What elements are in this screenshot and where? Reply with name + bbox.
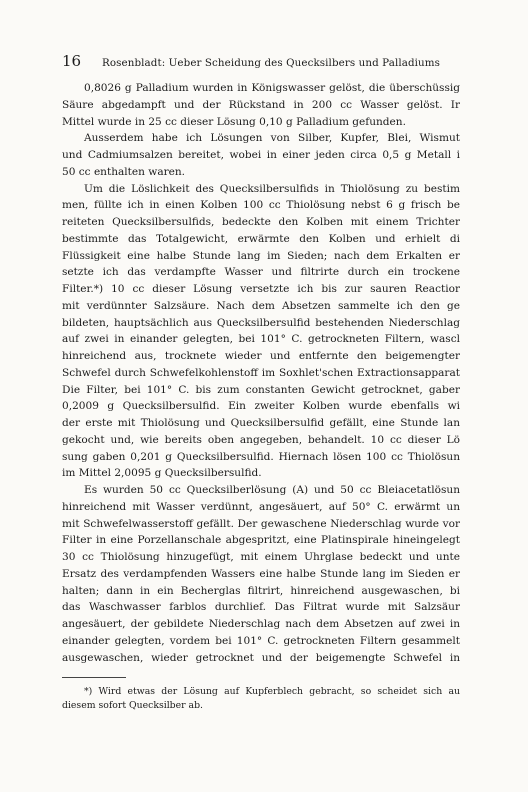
text-line: das Waschwasser farblos durchlief. Das Filtrat wurde mit Salzsäur [62, 601, 460, 614]
text-line: 0,8026 g Palladium wurden in Königswasser gelöst, die überschüssig [84, 82, 460, 94]
text-line: ausgewaschen, wieder getrocknet und der beigemengte Schwefel in [62, 651, 460, 664]
text-line: gekocht und, wie bereits oben angegeben, behandelt. 10 cc dieser Lö [62, 433, 460, 446]
page-header [62, 52, 460, 74]
text-line: Ausserdem habe ich Lösungen von Silber, Kupfer, Blei, Wismut [84, 132, 460, 145]
text-line: men, füllte ich in einen Kolben 100 cc Thiolösung nebst 6 g frisch be [62, 199, 460, 212]
text-line: angesäuert, der gebildete Niederschlag nach dem Absetzen auf zwei in [62, 618, 460, 630]
footnote-line: diesem sofort Quecksilber ab. [62, 700, 203, 712]
text-line: mit verdünnter Salzsäure. Nach dem Absetzen sammelte ich den ge [62, 299, 460, 312]
body-text [62, 80, 460, 666]
text-line: hinreichend mit Wasser verdünnt, angesäuert, auf 50° C. erwärmt un [62, 500, 460, 513]
text-line: der erste mit Thiolösung und Quecksilbersulfid gefällt, eine Stunde lan [62, 417, 460, 429]
text-line: im Mittel 2,0095 g Quecksilbersulfid. [62, 467, 262, 480]
text-line: 30 cc Thiolösung hinzugefügt, mit einem Uhrglase bedeckt und unte [62, 551, 460, 563]
footnote-rule [62, 677, 126, 678]
text-line: 0,2009 g Quecksilbersulfid. Ein zweiter Kolben wurde ebenfalls wi [62, 400, 460, 413]
text-line: 50 cc enthalten waren. [62, 165, 186, 178]
text-line: Mittel wurde in 25 cc dieser Lösung 0,10 g Palladium gefunden. [62, 115, 406, 128]
text-line: einander gelegten, vordem bei 101° C. getrockneten Filtern gesammelt [62, 634, 460, 647]
text-line: bildeten, hauptsächlich aus Quecksilbersulfid bestehenden Niederschlag [62, 316, 460, 329]
text-line: hinreichend aus, trocknete wieder und entfernte den beigemengter [62, 350, 460, 362]
text-line: reiteten Quecksilbersulfids, bedeckte den Kolben mit einem Trichter [62, 216, 460, 228]
text-line: Säure abgedampft und der Rückstand in 200 cc Wasser gelöst. Ir [62, 98, 460, 111]
text-line: Flüssigkeit eine halbe Stunde lang im Sieden; nach dem Erkalten er [62, 249, 460, 262]
footnote [62, 685, 460, 713]
page [62, 52, 460, 713]
text-line: Filter in eine Porzellanschale abgespritzt, eine Platinspirale hineingelegt [62, 534, 460, 547]
text-line: Um die Löslichkeit des Quecksilbersulfids in Thiolösung zu bestim [84, 182, 460, 195]
text-line: setzte ich das verdampfte Wasser und filtrirte durch ein trockene [62, 266, 460, 279]
text-line: sung gaben 0,201 g Quecksilbersulfid. Hiernach lösen 100 cc Thiolösun [62, 450, 460, 463]
footnote-line: *) Wird etwas der Lösung auf Kupferblech gebracht, so scheidet sich au [84, 686, 460, 698]
text-line: Ersatz des verdampfenden Wassers eine halbe Stunde lang im Sieden er [62, 567, 460, 580]
text-line: bestimmte das Totalgewicht, erwärmte den Kolben und erhielt di [62, 232, 460, 245]
text-line: Die Filter, bei 101° C. bis zum constanten Gewicht getrocknet, gaber [62, 383, 460, 396]
page-number: 16 [62, 52, 82, 70]
running-head: Rosenbladt: Ueber Scheidung des Quecksilbers und Palladiums [102, 57, 441, 69]
text-line: Schwefel durch Schwefelkohlenstoff im Soxhlet'schen Extractionsapparat [62, 366, 460, 379]
text-line: halten; dann in ein Becherglas filtrirt, hinreichend ausgewaschen, bi [62, 584, 460, 597]
text-line: Filter.*) 10 cc dieser Lösung versetzte ich bis zur sauren Reactior [62, 283, 460, 295]
text-line: mit Schwefelwasserstoff gefällt. Der gewaschene Niederschlag wurde vor [62, 517, 460, 530]
text-line: Es wurden 50 cc Quecksilberlösung (A) und 50 cc Bleiacetatlösun [84, 484, 460, 496]
text-line: auf zwei in einander gelegten, bei 101° C. getrockneten Filtern, wascl [62, 333, 460, 346]
text-line: und Cadmiumsalzen bereitet, wobei in einer jeden circa 0,5 g Metall i [62, 149, 460, 161]
